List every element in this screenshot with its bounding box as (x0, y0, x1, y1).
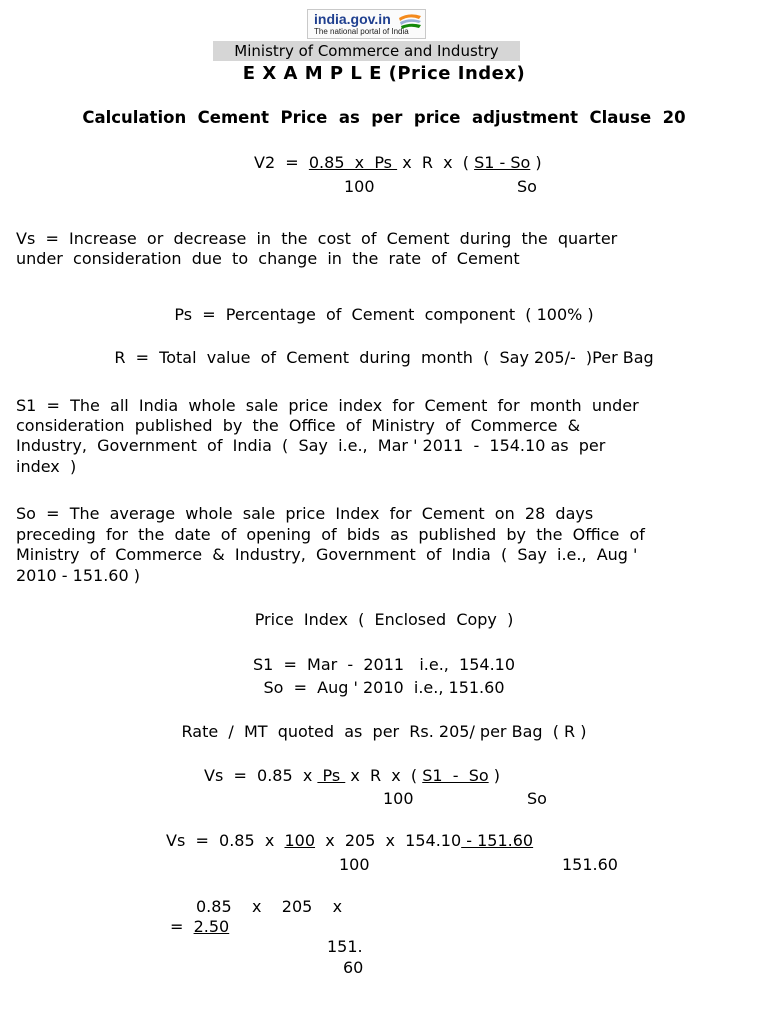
formula-vs-substituted: Vs = 0.85 x 100 x 205 x 154.10 - 151.60 (166, 831, 534, 850)
formula-substituted-denominator-151: 151.60 (562, 855, 618, 874)
formula-v2-denominator-100: 100 (344, 177, 375, 196)
vs-definition-line2: under consideration due to change in the rate of Cement (16, 249, 520, 268)
formula-vs: Vs = 0.85 x Ps x R x ( S1 - So ) (204, 766, 500, 785)
formula-result: = 2.50 (170, 917, 230, 936)
formula-v2: V2 = 0.85 x Ps x R x ( S1 - So ) (254, 153, 542, 172)
logo-tagline: The national portal of India (314, 27, 409, 36)
formula-result-denominator-2: 60 (343, 958, 364, 977)
so-definition-line3: Ministry of Commerce & Industry, Government of India ( Say i.e., Aug ' (16, 545, 638, 564)
so-definition-line1: So = The average whole sale price Index for Cement on 28 days (16, 504, 594, 523)
s1-definition-line4: index ) (16, 457, 77, 476)
formula-substituted-denominator-100: 100 (339, 855, 370, 874)
rate-line: Rate / MT quoted as per Rs. 205/ per Bag ( R ) (181, 722, 587, 741)
s1-definition-line1: S1 = The all India whole sale price index for Cement for month under (16, 396, 639, 415)
result-value: 2.50 (193, 917, 230, 936)
page-title: E X A M P L E (Price Index) (242, 63, 526, 84)
flag-swoosh-icon (397, 12, 423, 30)
ministry-banner: Ministry of Commerce and Industry (213, 41, 520, 61)
formula-numerator: 0.85 x Ps (308, 153, 398, 172)
india-gov-logo (307, 9, 426, 39)
formula-vs-denominator-100: 100 (383, 789, 414, 808)
ps-definition: Ps = Percentage of Cement component ( 100% ) (174, 305, 594, 324)
formula-result-top: 0.85 x 205 x (196, 897, 343, 916)
r-definition: R = Total value of Cement during month ( Say 205/- )Per Bag (114, 348, 654, 367)
so-value: So = Aug ' 2010 i.e., 151.60 (263, 678, 505, 697)
so-definition-line4: 2010 - 151.60 ) (16, 566, 140, 585)
s1-definition-line3: Industry, Government of India ( Say i.e., Mar ' 2011 - 154.10 as per (16, 436, 606, 455)
formula-result-denominator-1: 151. (327, 937, 363, 956)
formula-vs-denominator-so: So (527, 789, 547, 808)
price-index-heading: Price Index ( Enclosed Copy ) (254, 610, 514, 629)
calculation-heading: Calculation Cement Price as per price adjustment Clause 20 (82, 108, 686, 127)
logo-text: india.gov.in (314, 11, 391, 27)
formula-v2-denominator-so: So (517, 177, 537, 196)
vs-definition-line1: Vs = Increase or decrease in the cost of Cement during the quarter (16, 229, 618, 248)
s1-value: S1 = Mar - 2011 i.e., 154.10 (252, 655, 516, 674)
s1-definition-line2: consideration published by the Office of Ministry of Commerce & (16, 416, 581, 435)
so-definition-line2: preceding for the date of opening of bids as published by the Office of (16, 525, 645, 544)
formula-fraction-numerator: S1 - So (474, 153, 531, 172)
